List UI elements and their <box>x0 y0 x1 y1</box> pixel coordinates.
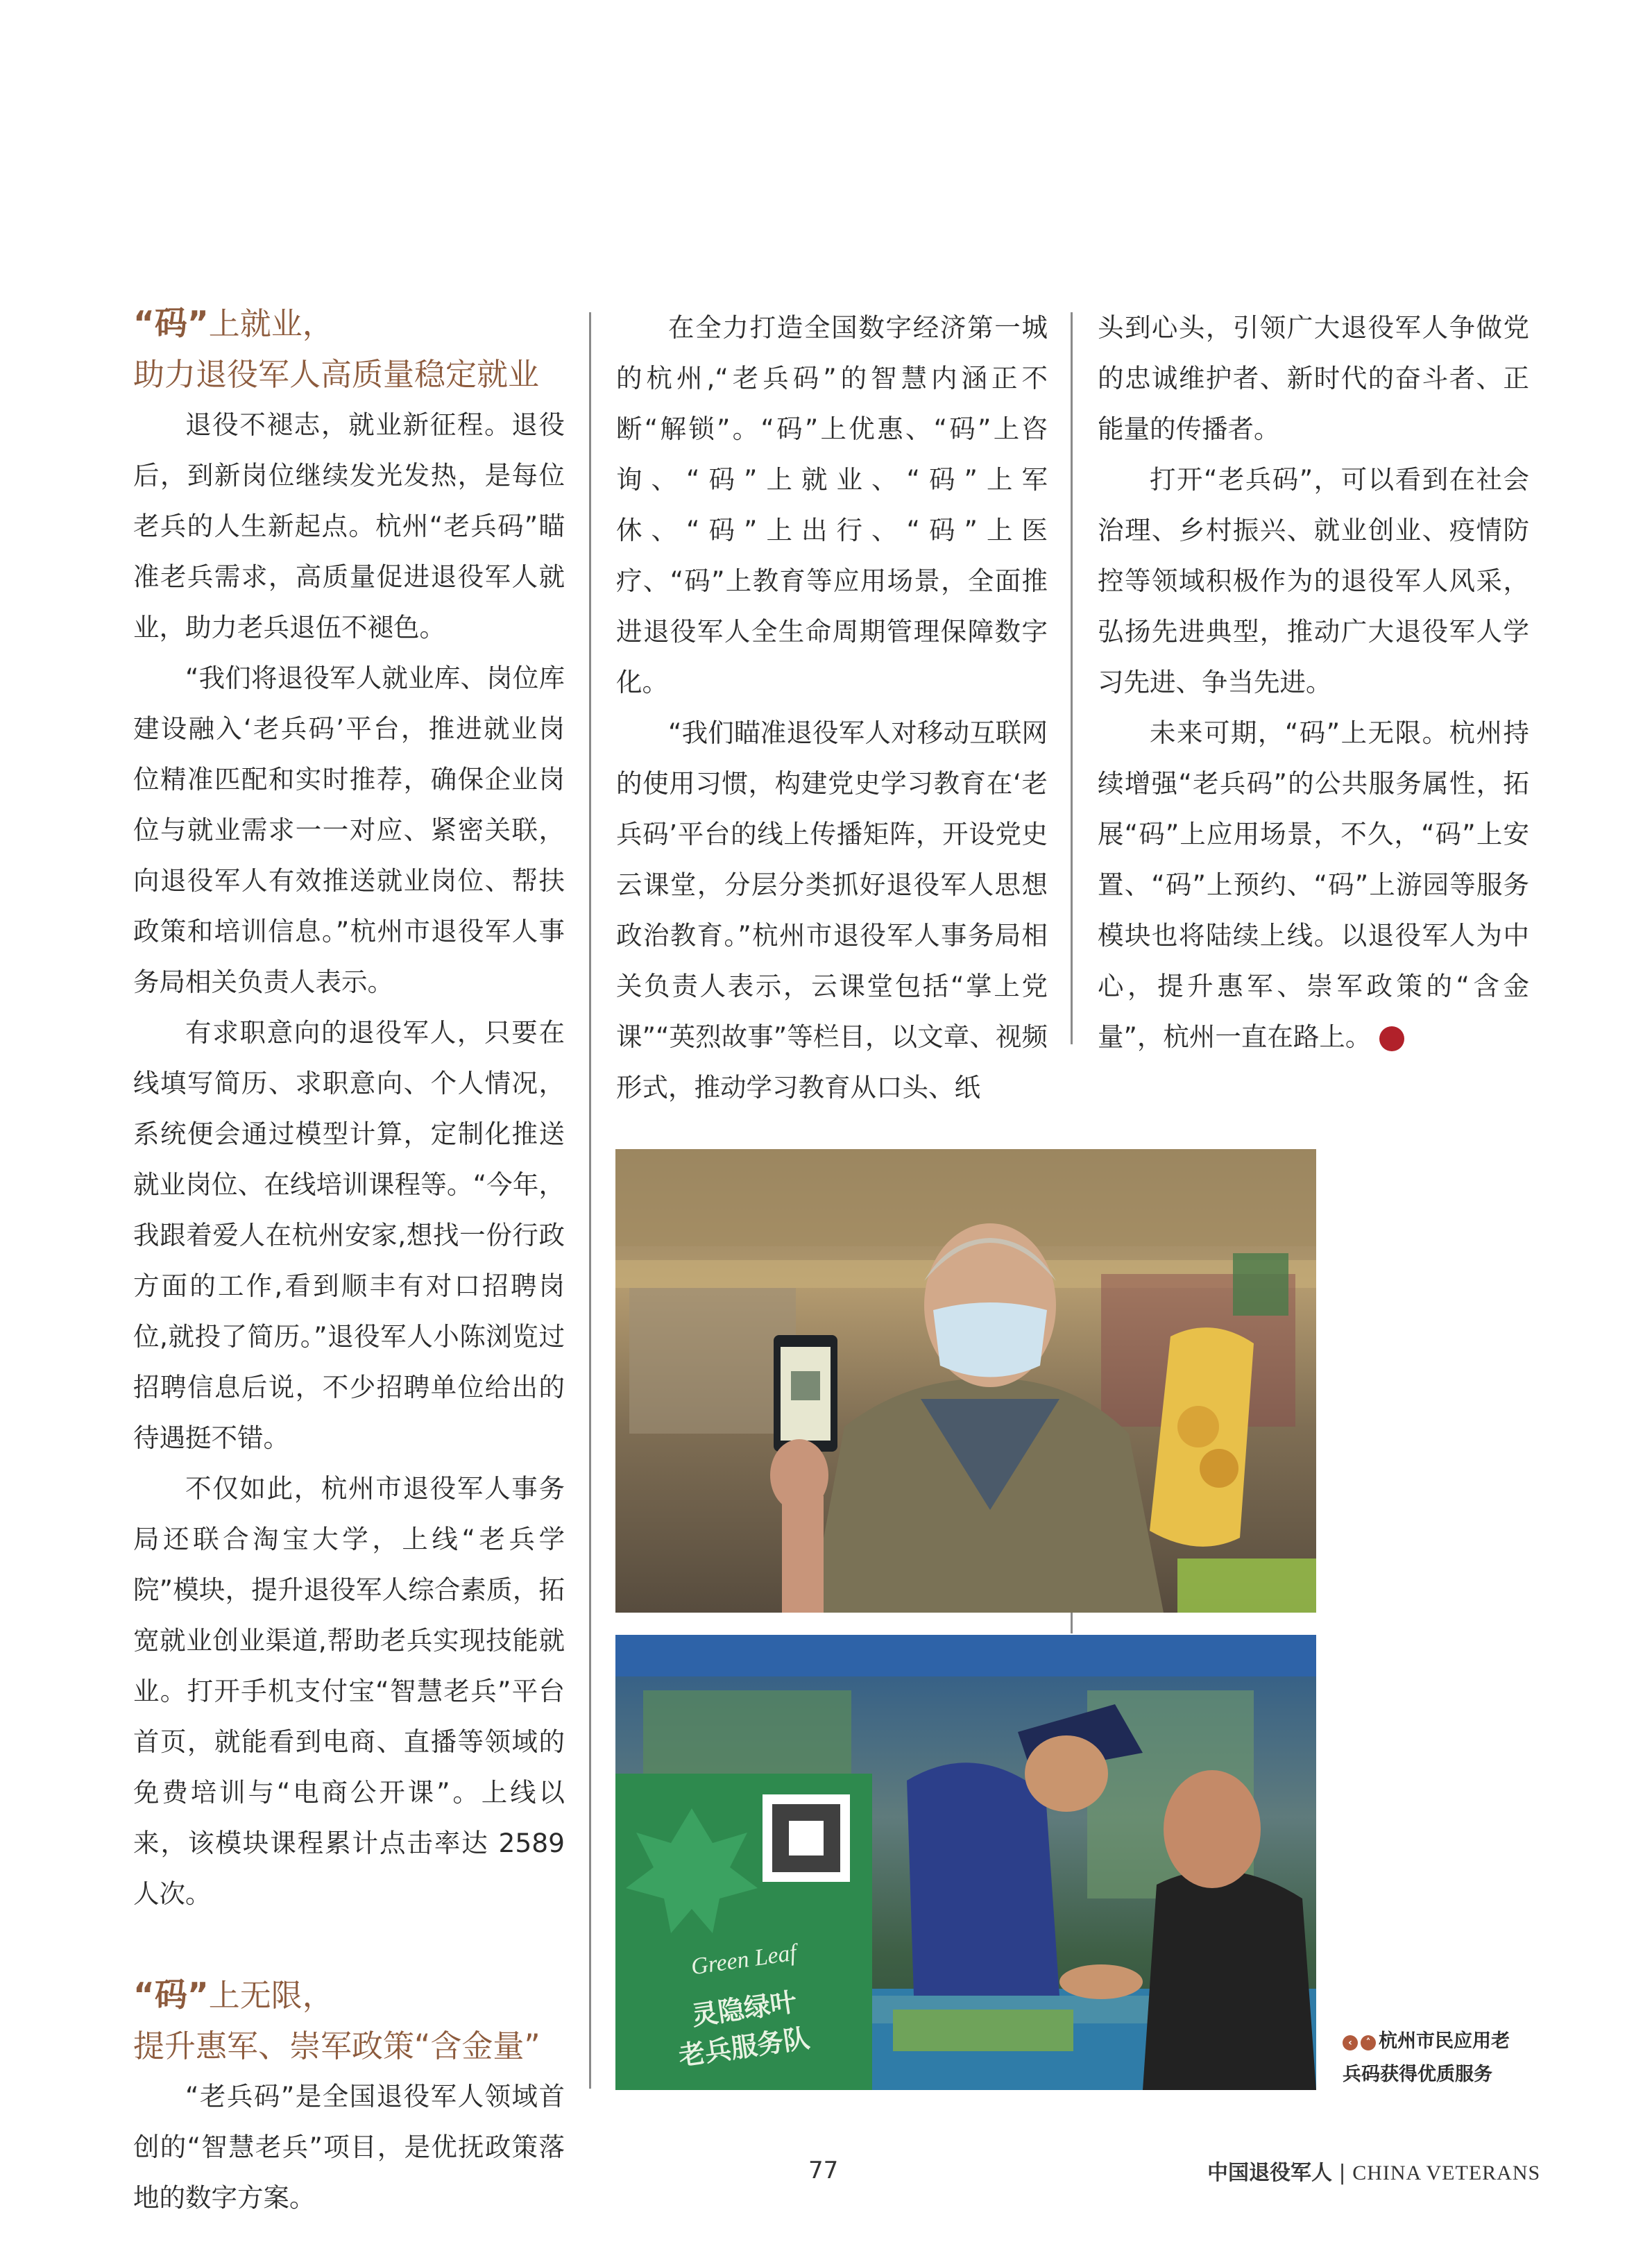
service-team-photo <box>615 1635 1316 2090</box>
section1-paragraph: 退役不褪志，就业新征程。退役后，到新岗位继续发光发热，是每位老兵的人生新起点。杭州“老兵码”瞄准老兵需求，高质量促进退役军人就业，助力老兵退伍不褪色。 <box>133 409 565 643</box>
photo-caption <box>1343 2025 1544 2091</box>
section1-heading-ma: “码” <box>133 305 209 343</box>
column-3 <box>1098 303 1529 1062</box>
caption-line1: 杭州市民应用老 <box>1379 2030 1510 2052</box>
page-number: 77 <box>808 2157 839 2184</box>
sign-text <box>615 1939 872 2071</box>
column-2 <box>616 303 1048 1113</box>
column-divider-2 <box>1071 312 1073 1044</box>
column2-paragraph: “我们瞄准退役军人对移动互联网的使用习惯，构建党史学习教育在‘老兵码’平台的线上传播矩阵，开设党史云课堂，分层分类抓好退役军人思想政治教育。”杭州市退役军人事务局相关负责人表示，云课堂包括“掌上党课”“英烈故事”等栏目，以文章、视频形式，推动学习教育从口头、纸 <box>616 717 1048 1103</box>
magazine-footer <box>1207 2155 1540 2186</box>
sign-text-cn-line2: 老兵服务队 <box>676 2023 812 2071</box>
column3-paragraph <box>1098 708 1529 1062</box>
caption-line2: 兵码获得优质服务 <box>1343 2064 1492 2085</box>
magazine-name-en: CHINA VETERANS <box>1352 2162 1541 2184</box>
sign-text-cn-line1: 灵隐绿叶 <box>690 1987 799 2032</box>
section2-heading <box>133 1970 565 2071</box>
section1-heading-line2: 助力退役军人高质量稳定就业 <box>133 356 540 393</box>
column3-paragraph: 打开“老兵码”，可以看到在社会治理、乡村振兴、就业创业、疫情防控等领域积极作为的退役军人风采，弘扬先进典型，推动广大退役军人学习先进、争当先进。 <box>1098 464 1529 697</box>
section2-heading-line2: 提升惠军、崇军政策“含金量” <box>133 2028 540 2064</box>
footer-separator: | <box>1338 2161 1346 2185</box>
column-1 <box>133 298 565 2223</box>
end-mark-icon: V <box>1379 1026 1404 1051</box>
market-veteran-photo <box>615 1149 1316 1613</box>
photo-divider <box>1071 1613 1073 1633</box>
market-photo-illustration <box>615 1149 1316 1613</box>
arrow-left-icon: ‹ <box>1343 2035 1358 2050</box>
section2-paragraph: “老兵码”是全国退役军人领域首创的“智慧老兵”项目，是优抚政策落地的数字方案。 <box>133 2081 565 2213</box>
section2-heading-ma: “码” <box>133 1976 209 2014</box>
section1-paragraph: 不仅如此，杭州市退役军人事务局还联合淘宝大学，上线“老兵学院”模块，提升退役军人综合素质，拓宽就业创业渠道,帮助老兵实现技能就业。打开手机支付宝“智慧老兵”平台首页，就能看到电商、直播等领域的免费培训与“电商公开课”。上线以来，该模块课程累计点击率达 2589 人次。 <box>133 1473 565 1909</box>
section2-heading-line1: 上无限， <box>208 1977 334 2014</box>
column-divider-1 <box>589 312 591 2089</box>
section1-heading <box>133 298 565 400</box>
column2-paragraph: 在全力打造全国数字经济第一城的杭州,“老兵码”的智慧内涵正不断“解锁”。“码”上优惠、“码”上咨询、“码”上就业、“码”上军休、“码”上出行、“码”上医疗、“码”上教育等应用场景，全面推进退役军人全生命周期管理保障数字化。 <box>616 312 1048 697</box>
section1-paragraph: “我们将退役军人就业库、岗位库建设融入‘老兵码’平台，推进就业岗位精准匹配和实时推荐，确保企业岗位与就业需求一一对应、紧密关联，向退役军人有效推送就业岗位、帮扶政策和培训信息。”杭州市退役军人事务局相关负责人表示。 <box>133 663 565 997</box>
sign-text-en: Green Leaf <box>689 1939 799 1980</box>
column3-continuation: 头到心头，引领广大退役军人争做党的忠诚维护者、新时代的奋斗者、正能量的传播者。 <box>1098 312 1529 444</box>
arrow-up-icon: ˄ <box>1361 2035 1376 2050</box>
section1-paragraph: 有求职意向的退役军人，只要在线填写简历、求职意向、个人情况，系统便会通过模型计算，定制化推送就业岗位、在线培训课程等。“今年，我跟着爱人在杭州安家,想找一份行政方面的工作,看到顺丰有对口招聘岗位,就投了简历。”退役军人小陈浏览过招聘信息后说，不少招聘单位给出的待遇挺不错。 <box>133 1017 565 1453</box>
magazine-name-cn: 中国退役军人 <box>1207 2161 1332 2185</box>
column3-paragraph-text: 未来可期，“码”上无限。杭州持续增强“老兵码”的公共服务属性，拓展“码”上应用场景，不久，“码”上安置、“码”上预约、“码”上游园等服务模块也将陆续上线。以退役军人为中心，提升惠军、崇军政策的“含金量”，杭州一直在路上。 <box>1098 717 1529 1052</box>
section1-heading-line1: 上就业， <box>208 305 334 342</box>
